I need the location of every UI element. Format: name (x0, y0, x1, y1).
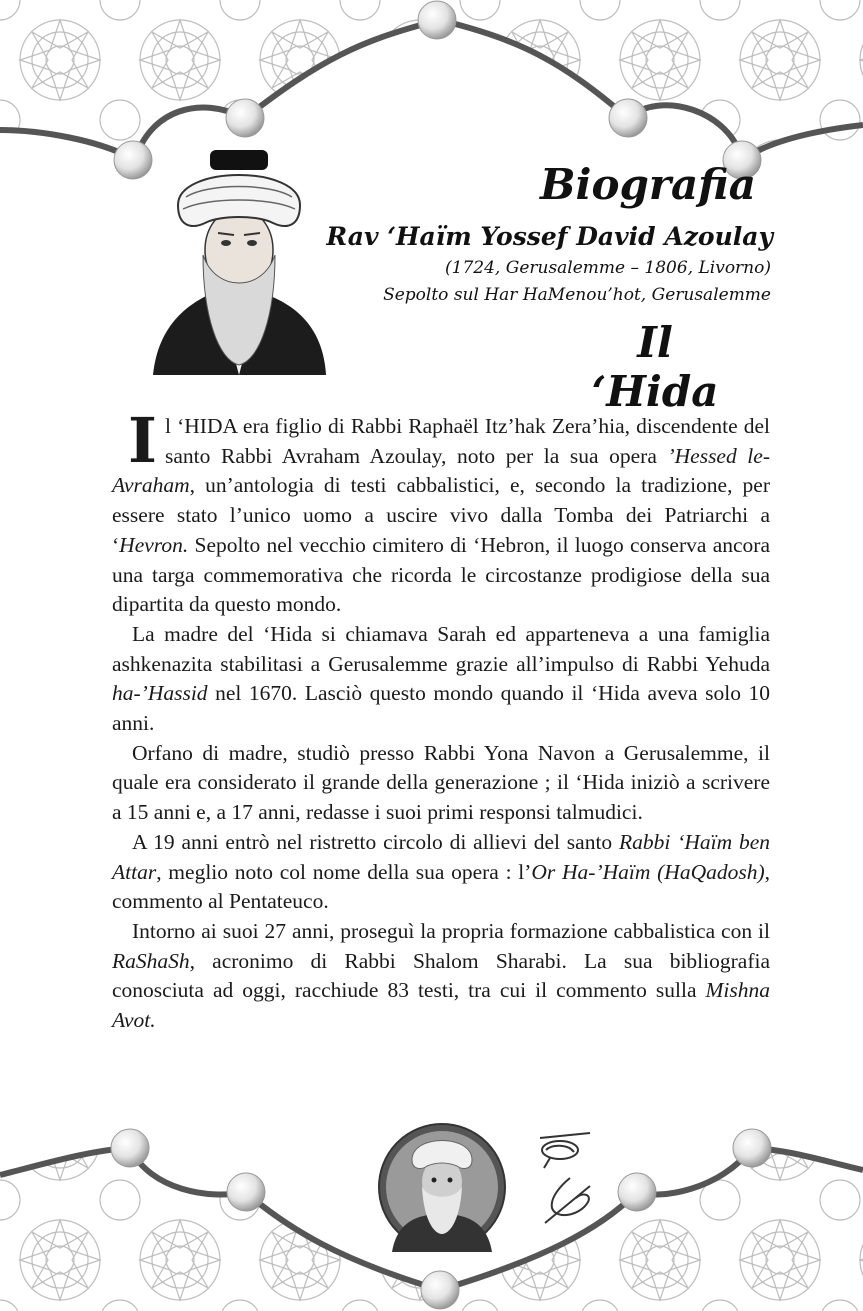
page-title: Biografia (540, 160, 756, 209)
paragraph-1: Il ‘HIDA era figlio di Rabbi Raphaël Itz’hak Zera’hia, discendente del santo Rabbi Avraham Azoulay, noto per la sua opera ’Hessed le-Avraham, un’antologia di testi cabbalistici, e, secondo la tradizione, per essere stato l’unico uomo a uscire vivo dalla Tomba dei Patriarchi a ‘Hevron. Sepolto nel vecchio cimitero di ‘Hebron, il luogo conserva ancora una targa commemorativa che ricorda le circostanze prodigiose della sua dipartita da questo mondo. (112, 404, 770, 617)
paragraph-5: Intorno ai suoi 27 anni, proseguì la propria formazione cabbalistica con il RaShaSh, acronimo di Rabbi Shalom Sharabi. La sua bibliografia conosciuta ad oggi, racchiude 83 testi, tra cui il commento sulla Mishna Avot. (112, 918, 770, 1033)
subject-name: Rav ‘Haïm Yossef David Azoulay (326, 222, 773, 251)
paragraph-4: A 19 anni entrò nel ristretto circolo di allievi del santo Rabbi ‘Haïm ben Attar, meglio noto col nome della sua opera : l’Or Ha-’Haïm (HaQadosh), commento al Pentateuco. (112, 829, 770, 914)
subject-nickname: Il ‘Hida (591, 318, 719, 416)
paragraph-3: Orfano di madre, studiò presso Rabbi Yona Navon a Gerusalemme, il quale era considerato il grande della generazione ; il ‘Hida iniziò a scrivere a 15 anni e, a 17 anni, redasse i suoi primi responsi talmudici. (112, 740, 770, 825)
paragraph-2: La madre del ‘Hida si chiamava Sarah ed apparteneva a una famiglia ashkenazita stabilitasi a Gerusalemme grazie all’impulso di Rabbi Yehuda ha-’Hassid nel 1670. Lasciò questo mondo quando il ‘Hida aveva solo 10 anni. (112, 621, 770, 736)
signature-icon (530, 1128, 602, 1228)
subject-dates: (1724, Gerusalemme – 1806, Livorno) (445, 258, 771, 278)
biography-text (112, 404, 770, 1036)
drop-cap: I (128, 404, 158, 477)
subject-burial: Sepolto sul Har HaMenou’hot, Gerusalemme (383, 285, 771, 305)
portrait-illustration (148, 145, 330, 380)
portrait-medallion (377, 1122, 507, 1252)
